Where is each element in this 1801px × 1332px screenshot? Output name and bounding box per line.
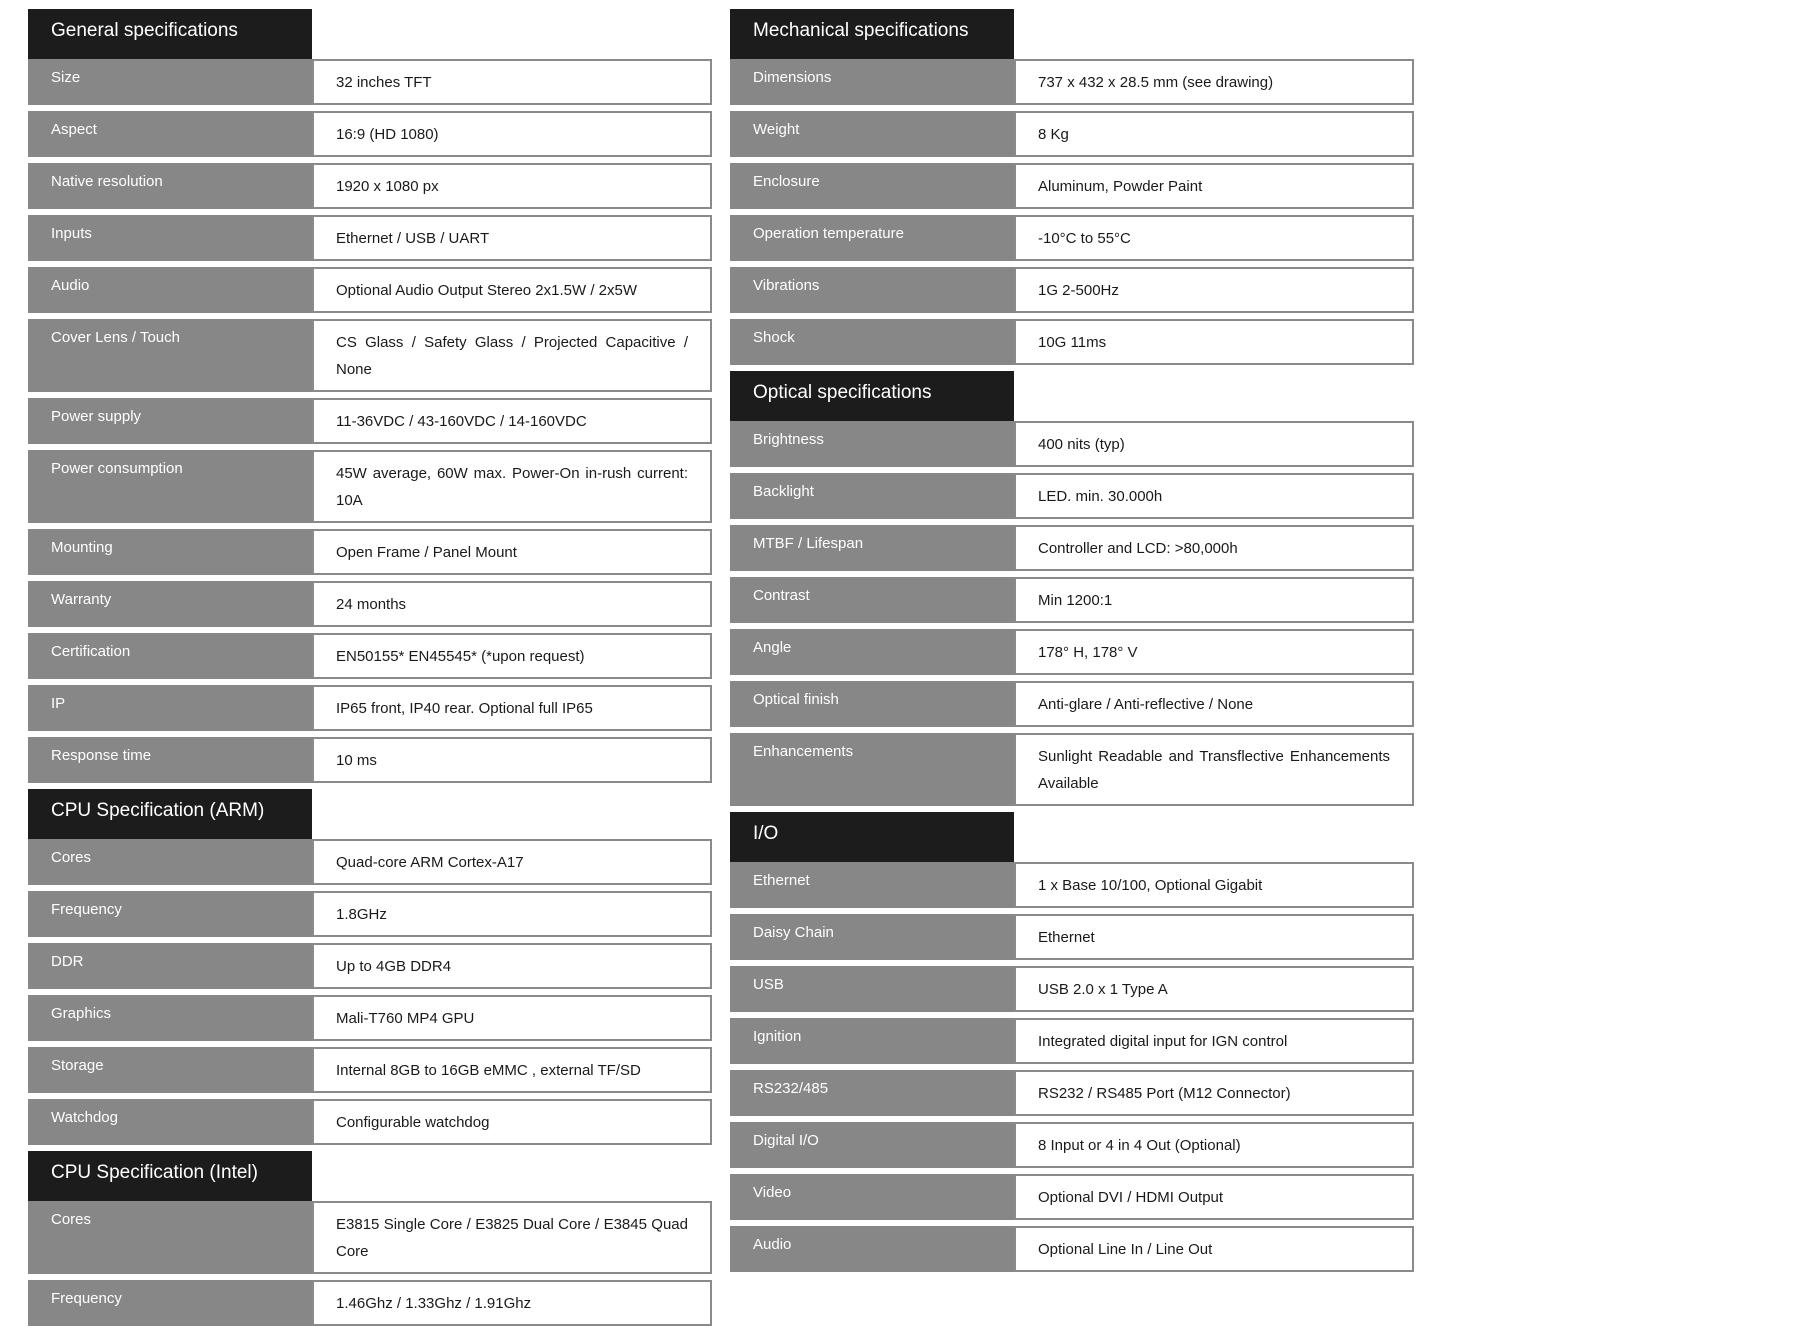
spec-section-optical-specifications — [730, 371, 1414, 806]
spec-label: Warranty — [28, 581, 312, 627]
spec-value: RS232 / RS485 Port (M12 Connector) — [1014, 1070, 1414, 1116]
spec-label: IP — [28, 685, 312, 731]
spec-row — [730, 163, 1414, 209]
section-title: Optical specifications — [730, 371, 1014, 421]
section-title: I/O — [730, 812, 1014, 862]
spec-value: 45W average, 60W max. Power-On in-rush current: 10A — [312, 450, 712, 523]
spec-row — [28, 737, 712, 783]
spec-row — [730, 1070, 1414, 1116]
spec-row — [28, 111, 712, 157]
spec-row — [730, 681, 1414, 727]
spec-row — [28, 1280, 712, 1326]
spec-value: Configurable watchdog — [312, 1099, 712, 1145]
section-title: General specifications — [28, 9, 312, 59]
spec-value: Optional Line In / Line Out — [1014, 1226, 1414, 1272]
spec-label: Angle — [730, 629, 1014, 675]
spec-row — [730, 862, 1414, 908]
section-header — [730, 812, 1414, 862]
spec-row — [730, 59, 1414, 105]
spec-label: Weight — [730, 111, 1014, 157]
spec-label: Frequency — [28, 1280, 312, 1326]
section-header — [28, 1151, 712, 1201]
spec-value: 8 Kg — [1014, 111, 1414, 157]
spec-label: Optical finish — [730, 681, 1014, 727]
spec-row — [28, 319, 712, 392]
spec-label: Vibrations — [730, 267, 1014, 313]
spec-row — [28, 59, 712, 105]
section-header — [28, 9, 712, 59]
spec-value: 16:9 (HD 1080) — [312, 111, 712, 157]
spec-label: Brightness — [730, 421, 1014, 467]
spec-label: DDR — [28, 943, 312, 989]
section-header — [730, 371, 1414, 421]
spec-row — [28, 398, 712, 444]
spec-value: 24 months — [312, 581, 712, 627]
spec-label: Certification — [28, 633, 312, 679]
spec-row — [730, 215, 1414, 261]
spec-label: Contrast — [730, 577, 1014, 623]
spec-label: Graphics — [28, 995, 312, 1041]
section-title: CPU Specification (ARM) — [28, 789, 312, 839]
spec-value: EN50155* EN45545* (*upon request) — [312, 633, 712, 679]
spec-value: 1920 x 1080 px — [312, 163, 712, 209]
section-header — [28, 789, 712, 839]
spec-label: Digital I/O — [730, 1122, 1014, 1168]
spec-label: USB — [730, 966, 1014, 1012]
spec-value: 1.46Ghz / 1.33Ghz / 1.91Ghz — [312, 1280, 712, 1326]
spec-row — [730, 319, 1414, 365]
spec-row — [28, 163, 712, 209]
spec-label: Enclosure — [730, 163, 1014, 209]
spec-row — [28, 1099, 712, 1145]
spec-row — [730, 421, 1414, 467]
spec-label: Frequency — [28, 891, 312, 937]
spec-row — [730, 966, 1414, 1012]
spec-row — [28, 450, 712, 523]
spec-value: Integrated digital input for IGN control — [1014, 1018, 1414, 1064]
spec-value: IP65 front, IP40 rear. Optional full IP65 — [312, 685, 712, 731]
spec-row — [730, 629, 1414, 675]
spec-row — [730, 1226, 1414, 1272]
spec-row — [28, 839, 712, 885]
spec-value: 32 inches TFT — [312, 59, 712, 105]
spec-value: Controller and LCD: >80,000h — [1014, 525, 1414, 571]
spec-row — [28, 215, 712, 261]
spec-label: Ignition — [730, 1018, 1014, 1064]
spec-value: 1G 2-500Hz — [1014, 267, 1414, 313]
spec-label: Ethernet — [730, 862, 1014, 908]
spec-value: 178° H, 178° V — [1014, 629, 1414, 675]
spec-label: Daisy Chain — [730, 914, 1014, 960]
spec-value: Open Frame / Panel Mount — [312, 529, 712, 575]
spec-label: Cover Lens / Touch — [28, 319, 312, 392]
spec-section-cpu-specification-intel — [28, 1151, 712, 1326]
spec-label: Aspect — [28, 111, 312, 157]
spec-row — [730, 525, 1414, 571]
spec-row — [730, 1018, 1414, 1064]
spec-value: E3815 Single Core / E3825 Dual Core / E3845 Quad Core — [312, 1201, 712, 1274]
spec-row — [28, 633, 712, 679]
spec-label: Audio — [730, 1226, 1014, 1272]
spec-row — [28, 581, 712, 627]
right-spec-column — [730, 9, 1414, 1278]
spec-row — [28, 267, 712, 313]
spec-row — [730, 267, 1414, 313]
spec-label: Power supply — [28, 398, 312, 444]
spec-label: Inputs — [28, 215, 312, 261]
spec-value: 737 x 432 x 28.5 mm (see drawing) — [1014, 59, 1414, 105]
spec-value: Sunlight Readable and Transflective Enhancements Available — [1014, 733, 1414, 806]
spec-value: Aluminum, Powder Paint — [1014, 163, 1414, 209]
spec-label: Native resolution — [28, 163, 312, 209]
spec-label: MTBF / Lifespan — [730, 525, 1014, 571]
spec-value: 400 nits (typ) — [1014, 421, 1414, 467]
spec-label: Mounting — [28, 529, 312, 575]
spec-value: 10G 11ms — [1014, 319, 1414, 365]
spec-label: Shock — [730, 319, 1014, 365]
spec-value: Ethernet / USB / UART — [312, 215, 712, 261]
spec-value: USB 2.0 x 1 Type A — [1014, 966, 1414, 1012]
spec-label: Audio — [28, 267, 312, 313]
spec-row — [28, 529, 712, 575]
spec-label: Dimensions — [730, 59, 1014, 105]
spec-value: Mali-T760 MP4 GPU — [312, 995, 712, 1041]
spec-label: RS232/485 — [730, 1070, 1014, 1116]
spec-row — [730, 1174, 1414, 1220]
spec-value: 1 x Base 10/100, Optional Gigabit — [1014, 862, 1414, 908]
spec-label: Power consumption — [28, 450, 312, 523]
spec-row — [28, 995, 712, 1041]
section-header — [730, 9, 1414, 59]
spec-row — [730, 1122, 1414, 1168]
spec-label: Video — [730, 1174, 1014, 1220]
spec-value: 1.8GHz — [312, 891, 712, 937]
spec-label: Storage — [28, 1047, 312, 1093]
spec-label: Cores — [28, 1201, 312, 1274]
spec-row — [28, 1047, 712, 1093]
spec-value: -10°C to 55°C — [1014, 215, 1414, 261]
spec-value: 10 ms — [312, 737, 712, 783]
spec-label: Response time — [28, 737, 312, 783]
spec-value: 11-36VDC / 43-160VDC / 14-160VDC — [312, 398, 712, 444]
section-title: CPU Specification (Intel) — [28, 1151, 312, 1201]
spec-section-mechanical-specifications — [730, 9, 1414, 365]
spec-row — [730, 111, 1414, 157]
spec-row — [28, 1201, 712, 1274]
spec-row — [28, 891, 712, 937]
spec-label: Enhancements — [730, 733, 1014, 806]
left-spec-column — [28, 9, 712, 1332]
spec-row — [730, 733, 1414, 806]
spec-row — [28, 943, 712, 989]
spec-label: Size — [28, 59, 312, 105]
spec-value: Ethernet — [1014, 914, 1414, 960]
spec-label: Watchdog — [28, 1099, 312, 1145]
spec-value: Optional DVI / HDMI Output — [1014, 1174, 1414, 1220]
spec-value: 8 Input or 4 in 4 Out (Optional) — [1014, 1122, 1414, 1168]
spec-value: Quad-core ARM Cortex-A17 — [312, 839, 712, 885]
spec-label: Operation temperature — [730, 215, 1014, 261]
spec-value: CS Glass / Safety Glass / Projected Capacitive / None — [312, 319, 712, 392]
spec-row — [28, 685, 712, 731]
section-title: Mechanical specifications — [730, 9, 1014, 59]
spec-label: Cores — [28, 839, 312, 885]
spec-value: Up to 4GB DDR4 — [312, 943, 712, 989]
spec-label: Backlight — [730, 473, 1014, 519]
spec-value: Optional Audio Output Stereo 2x1.5W / 2x5W — [312, 267, 712, 313]
spec-row — [730, 473, 1414, 519]
spec-value: LED. min. 30.000h — [1014, 473, 1414, 519]
spec-section-i-o — [730, 812, 1414, 1272]
spec-section-general-specifications — [28, 9, 712, 783]
spec-value: Anti-glare / Anti-reflective / None — [1014, 681, 1414, 727]
spec-section-cpu-specification-arm — [28, 789, 712, 1145]
spec-row — [730, 914, 1414, 960]
spec-value: Min 1200:1 — [1014, 577, 1414, 623]
spec-value: Internal 8GB to 16GB eMMC , external TF/SD — [312, 1047, 712, 1093]
spec-row — [730, 577, 1414, 623]
